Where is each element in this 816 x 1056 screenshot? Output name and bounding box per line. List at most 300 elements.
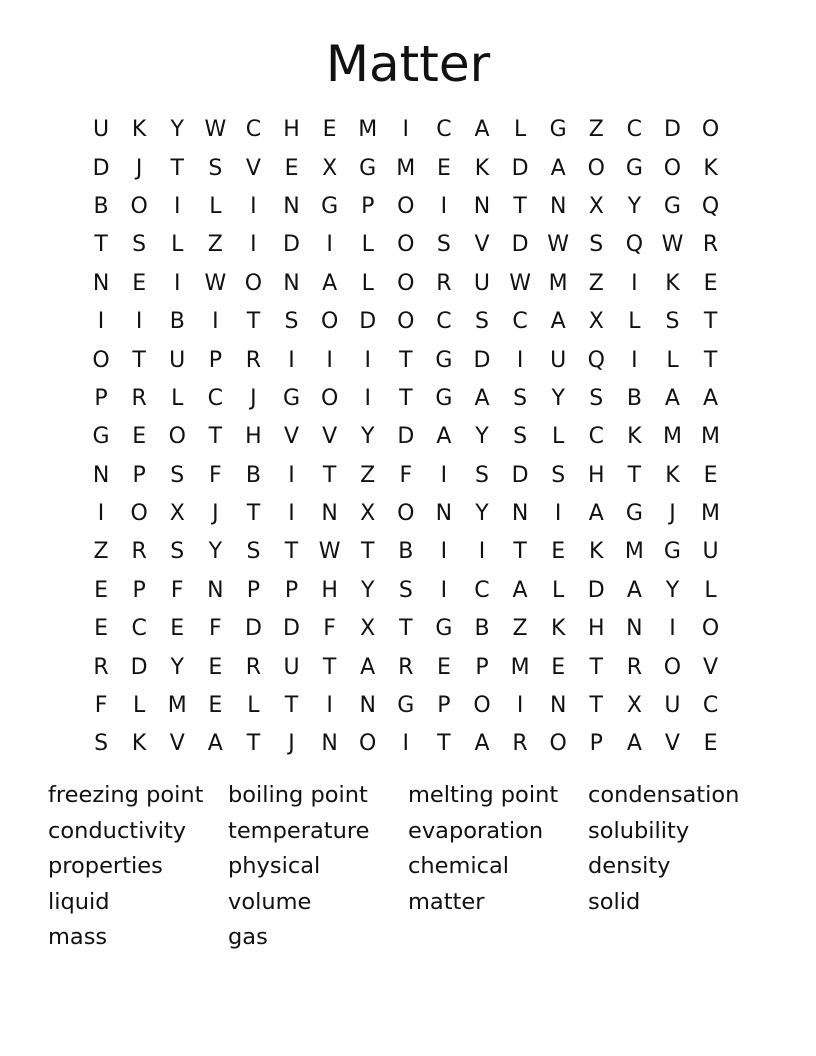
- grid-letter: I: [288, 347, 295, 373]
- grid-letter: B: [398, 539, 414, 565]
- grid-letter: K: [131, 117, 147, 143]
- grid-letter: L: [704, 577, 717, 603]
- grid-letter: Z: [360, 462, 376, 488]
- grid-letter: H: [321, 577, 338, 603]
- grid-letter: G: [397, 693, 415, 719]
- grid-letter: R: [93, 654, 109, 680]
- grid-letter: E: [322, 117, 337, 143]
- grid-letter: N: [321, 731, 338, 757]
- word-list-item: conductivity: [48, 817, 187, 844]
- grid-letter: G: [435, 347, 453, 373]
- grid-letter: U: [702, 539, 719, 565]
- grid-row: [82, 495, 730, 533]
- grid-row: [82, 418, 730, 456]
- grid-letter: Y: [360, 577, 375, 603]
- grid-letter: O: [397, 270, 415, 296]
- word-list-item: physical: [228, 853, 321, 880]
- grid-letter: R: [245, 347, 262, 373]
- grid-letter: O: [397, 193, 415, 219]
- grid-letter: X: [626, 693, 642, 719]
- grid-letter: X: [360, 616, 376, 642]
- grid-letter: T: [246, 501, 261, 527]
- grid-letter: M: [167, 693, 187, 719]
- grid-letter: E: [436, 654, 451, 680]
- grid-letter: I: [364, 347, 371, 373]
- grid-letter: Z: [512, 616, 528, 642]
- grid-letter: E: [284, 155, 299, 181]
- grid-letter: M: [701, 501, 721, 527]
- grid-letter: G: [549, 117, 567, 143]
- grid-letter: S: [475, 462, 489, 488]
- grid-letter: T: [94, 232, 108, 258]
- grid-letter: I: [173, 270, 181, 296]
- grid-letter: L: [133, 693, 146, 719]
- grid-letter: T: [399, 347, 413, 373]
- grid-letter: D: [283, 232, 300, 258]
- grid-letter: J: [250, 385, 257, 411]
- grid-letter: R: [131, 539, 147, 565]
- grid-letter: A: [360, 654, 376, 680]
- grid-letter: X: [322, 155, 338, 181]
- grid-letter: L: [209, 193, 222, 219]
- grid-letter: U: [550, 347, 567, 373]
- word-list-row: [48, 778, 788, 814]
- grid-letter: I: [288, 501, 295, 527]
- grid-letter: S: [246, 539, 261, 565]
- grid-letter: A: [322, 270, 338, 296]
- grid-letter: N: [92, 462, 110, 488]
- grid-letter: E: [208, 693, 223, 719]
- grid-row: [82, 648, 730, 686]
- grid-letter: S: [589, 232, 604, 258]
- grid-letter: P: [132, 577, 146, 603]
- grid-letter: O: [397, 309, 415, 335]
- grid-letter: F: [209, 616, 222, 642]
- grid-letter: V: [283, 424, 300, 450]
- grid-letter: K: [665, 462, 680, 488]
- grid-letter: D: [587, 577, 605, 603]
- grid-letter: E: [94, 616, 108, 642]
- grid-letter: D: [663, 117, 681, 143]
- grid-row: [82, 725, 730, 763]
- grid-letter: E: [703, 270, 718, 296]
- grid-letter: I: [364, 385, 371, 411]
- grid-letter: J: [135, 155, 143, 181]
- grid-letter: M: [662, 424, 682, 450]
- word-list-item: mass: [48, 924, 108, 951]
- grid-letter: T: [322, 654, 337, 680]
- grid-letter: H: [245, 424, 262, 450]
- page-title: Matter: [325, 35, 491, 93]
- grid-letter: A: [588, 501, 604, 527]
- grid-letter: T: [360, 539, 375, 565]
- grid-letter: T: [170, 155, 184, 181]
- grid-letter: P: [132, 462, 146, 488]
- word-list-item: solid: [588, 888, 641, 915]
- grid-letter: F: [209, 462, 222, 488]
- grid-letter: I: [440, 462, 448, 488]
- grid-letter: T: [627, 462, 642, 488]
- grid-letter: O: [168, 424, 186, 450]
- grid-letter: L: [666, 347, 679, 373]
- word-list: [48, 778, 788, 956]
- grid-letter: A: [550, 309, 566, 335]
- word-list-item: matter: [408, 888, 485, 915]
- word-list-item: condensation: [588, 782, 740, 809]
- grid-letter: T: [132, 347, 146, 373]
- grid-letter: C: [512, 309, 528, 335]
- grid-letter: M: [548, 270, 568, 296]
- grid-letter: N: [283, 270, 300, 296]
- grid-letter: I: [326, 232, 333, 258]
- grid-letter: A: [207, 731, 223, 757]
- grid-letter: I: [97, 309, 105, 335]
- grid-letter: Z: [207, 232, 223, 258]
- grid-letter: B: [169, 309, 185, 335]
- grid-letter: R: [626, 654, 642, 680]
- grid-letter: T: [284, 693, 299, 719]
- grid-letter: A: [550, 155, 566, 181]
- grid-letter: K: [131, 731, 147, 757]
- grid-letter: A: [474, 117, 490, 143]
- grid-letter: D: [511, 232, 529, 258]
- grid-letter: J: [212, 501, 219, 527]
- grid-letter: E: [551, 654, 566, 680]
- grid-letter: T: [513, 193, 527, 219]
- grid-letter: M: [358, 117, 378, 143]
- grid-letter: O: [359, 731, 377, 757]
- grid-letter: C: [131, 616, 147, 642]
- grid-letter: Y: [208, 539, 223, 565]
- grid-letter: C: [702, 693, 719, 719]
- grid-letter: N: [473, 193, 491, 219]
- grid-letter: S: [551, 462, 566, 488]
- grid-letter: J: [288, 731, 295, 757]
- grid-letter: V: [322, 424, 338, 450]
- grid-row: [82, 380, 730, 418]
- grid-letter: C: [474, 577, 490, 603]
- word-list-item: melting point: [408, 782, 559, 809]
- grid-letter: G: [282, 385, 301, 411]
- grid-letter: S: [513, 385, 528, 411]
- grid-letter: S: [94, 731, 109, 757]
- grid-letter: S: [284, 309, 299, 335]
- word-list-row: [48, 849, 788, 885]
- grid-letter: N: [283, 193, 300, 219]
- grid-letter: M: [510, 654, 530, 680]
- grid-letter: O: [587, 155, 605, 181]
- grid-letter: H: [283, 117, 300, 143]
- letter-grid: [82, 111, 730, 764]
- grid-letter: L: [171, 385, 184, 411]
- word-list-item: chemical: [408, 853, 510, 880]
- grid-letter: Z: [588, 270, 604, 296]
- grid-letter: D: [92, 155, 110, 181]
- grid-letter: S: [589, 385, 604, 411]
- grid-letter: U: [283, 654, 300, 680]
- grid-letter: P: [437, 693, 451, 719]
- grid-letter: K: [703, 155, 718, 181]
- grid-letter: O: [320, 385, 339, 411]
- grid-letter: Q: [587, 347, 605, 373]
- grid-letter: B: [245, 462, 261, 488]
- word-list-item: freezing point: [48, 782, 204, 809]
- grid-letter: D: [283, 616, 300, 642]
- grid-letter: N: [626, 616, 643, 642]
- grid-letter: S: [513, 424, 528, 450]
- word-list-item: solubility: [588, 817, 690, 844]
- grid-letter: D: [473, 347, 491, 373]
- grid-letter: K: [665, 270, 680, 296]
- grid-letter: O: [663, 654, 682, 680]
- word-list-item: liquid: [48, 888, 110, 915]
- grid-row: [82, 111, 730, 149]
- grid-letter: T: [703, 347, 718, 373]
- grid-letter: C: [626, 117, 643, 143]
- grid-letter: E: [208, 654, 223, 680]
- grid-letter: Z: [588, 117, 604, 143]
- grid-row: [82, 265, 730, 303]
- grid-row: [82, 226, 730, 264]
- word-list-item: properties: [48, 853, 163, 880]
- grid-letter: E: [132, 270, 147, 296]
- grid-letter: F: [94, 693, 108, 719]
- grid-letter: I: [135, 309, 143, 335]
- grid-letter: U: [664, 693, 681, 719]
- grid-letter: G: [321, 193, 339, 219]
- grid-letter: G: [435, 616, 453, 642]
- grid-letter: B: [626, 385, 642, 411]
- grid-letter: A: [703, 385, 719, 411]
- grid-letter: R: [131, 385, 147, 411]
- grid-letter: Y: [665, 577, 680, 603]
- grid-letter: Y: [551, 385, 565, 411]
- grid-letter: R: [436, 270, 452, 296]
- grid-letter: D: [511, 155, 529, 181]
- grid-letter: C: [588, 424, 604, 450]
- grid-letter: R: [245, 654, 262, 680]
- grid-letter: Y: [475, 501, 489, 527]
- grid-letter: V: [245, 155, 261, 181]
- grid-letter: X: [360, 501, 376, 527]
- grid-letter: W: [509, 270, 531, 296]
- grid-letter: T: [246, 309, 261, 335]
- grid-letter: E: [94, 577, 108, 603]
- grid-letter: L: [513, 117, 527, 143]
- grid-letter: E: [436, 155, 451, 181]
- grid-letter: A: [626, 577, 642, 603]
- grid-letter: Q: [625, 232, 644, 258]
- grid-letter: X: [169, 501, 185, 527]
- grid-row: [82, 341, 730, 379]
- grid-letter: C: [436, 309, 452, 335]
- grid-letter: M: [396, 155, 416, 181]
- grid-letter: S: [170, 539, 185, 565]
- grid-letter: I: [97, 501, 105, 527]
- grid-letter: S: [665, 309, 680, 335]
- grid-letter: Y: [360, 424, 375, 450]
- word-list-row: [48, 814, 788, 850]
- word-list-item: gas: [228, 924, 268, 951]
- grid-letter: X: [588, 193, 604, 219]
- grid-letter: O: [130, 501, 148, 527]
- grid-letter: O: [244, 270, 263, 296]
- grid-letter: I: [669, 616, 676, 642]
- grid-letter: I: [440, 193, 448, 219]
- grid-letter: D: [244, 616, 262, 642]
- grid-letter: J: [669, 501, 676, 527]
- grid-letter: L: [552, 424, 565, 450]
- grid-row: [82, 303, 730, 341]
- grid-letter: E: [170, 616, 185, 642]
- grid-letter: C: [436, 117, 452, 143]
- grid-letter: U: [92, 117, 110, 143]
- grid-letter: M: [624, 539, 644, 565]
- grid-letter: A: [474, 731, 490, 757]
- grid-letter: I: [288, 462, 295, 488]
- grid-letter: G: [435, 385, 453, 411]
- grid-row: [82, 188, 730, 226]
- grid-letter: W: [547, 232, 570, 258]
- grid-letter: T: [399, 385, 413, 411]
- grid-letter: G: [625, 501, 643, 527]
- grid-letter: G: [625, 155, 643, 181]
- grid-letter: I: [250, 232, 257, 258]
- grid-letter: T: [589, 654, 603, 680]
- grid-letter: I: [212, 309, 219, 335]
- grid-letter: A: [436, 424, 452, 450]
- grid-letter: D: [397, 424, 415, 450]
- grid-letter: O: [473, 693, 491, 719]
- grid-letter: P: [208, 347, 222, 373]
- grid-letter: A: [512, 577, 528, 603]
- grid-letter: L: [361, 270, 374, 296]
- grid-letter: F: [170, 577, 184, 603]
- grid-letter: T: [437, 731, 451, 757]
- grid-letter: N: [321, 501, 338, 527]
- grid-letter: I: [440, 577, 448, 603]
- grid-letter: L: [628, 309, 641, 335]
- grid-letter: S: [436, 232, 451, 258]
- grid-letter: W: [204, 117, 227, 143]
- grid-letter: I: [326, 693, 333, 719]
- grid-letter: N: [549, 693, 567, 719]
- grid-letter: N: [92, 270, 110, 296]
- grid-letter: N: [549, 193, 567, 219]
- grid-letter: Y: [627, 193, 642, 219]
- grid-letter: N: [207, 577, 224, 603]
- grid-letter: D: [359, 309, 377, 335]
- grid-letter: U: [473, 270, 491, 296]
- grid-letter: I: [631, 347, 638, 373]
- word-list-item: density: [588, 853, 671, 880]
- grid-letter: O: [549, 731, 567, 757]
- grid-letter: S: [475, 309, 489, 335]
- grid-letter: T: [589, 693, 603, 719]
- grid-letter: A: [474, 385, 490, 411]
- grid-letter: H: [587, 462, 605, 488]
- grid-letter: O: [701, 117, 720, 143]
- grid-letter: P: [475, 654, 489, 680]
- word-list-item: boiling point: [228, 782, 368, 809]
- grid-letter: I: [326, 347, 333, 373]
- grid-letter: T: [513, 539, 527, 565]
- grid-row: [82, 457, 730, 495]
- grid-letter: T: [703, 309, 718, 335]
- grid-letter: O: [92, 347, 110, 373]
- grid-letter: W: [204, 270, 227, 296]
- grid-letter: I: [402, 117, 410, 143]
- grid-letter: Y: [170, 117, 184, 143]
- grid-letter: Y: [170, 654, 184, 680]
- grid-letter: N: [435, 501, 453, 527]
- grid-row: [82, 149, 730, 187]
- grid-letter: I: [250, 193, 257, 219]
- grid-letter: G: [663, 193, 681, 219]
- grid-letter: R: [398, 654, 414, 680]
- grid-letter: B: [474, 616, 490, 642]
- grid-letter: G: [663, 539, 681, 565]
- grid-row: [82, 533, 730, 571]
- grid-letter: I: [516, 347, 524, 373]
- grid-letter: G: [359, 155, 377, 181]
- grid-letter: V: [474, 232, 490, 258]
- grid-letter: G: [92, 424, 110, 450]
- grid-letter: M: [701, 424, 721, 450]
- grid-letter: O: [701, 616, 720, 642]
- grid-letter: S: [208, 155, 223, 181]
- grid-letter: R: [702, 232, 719, 258]
- grid-letter: C: [245, 117, 262, 143]
- grid-letter: W: [318, 539, 341, 565]
- word-list-item: volume: [228, 888, 312, 915]
- grid-letter: O: [397, 232, 415, 258]
- grid-letter: O: [663, 155, 682, 181]
- grid-letter: P: [589, 731, 603, 757]
- grid-letter: R: [512, 731, 528, 757]
- grid-letter: S: [170, 462, 185, 488]
- grid-letter: T: [246, 731, 261, 757]
- grid-letter: O: [320, 309, 339, 335]
- grid-letter: F: [399, 462, 413, 488]
- grid-letter: T: [284, 539, 299, 565]
- word-list-item: temperature: [228, 817, 370, 844]
- grid-letter: L: [361, 232, 374, 258]
- grid-letter: L: [552, 577, 565, 603]
- grid-letter: V: [703, 654, 719, 680]
- grid-row: [82, 687, 730, 725]
- grid-letter: V: [664, 731, 680, 757]
- grid-letter: E: [703, 462, 718, 488]
- grid-letter: S: [398, 577, 413, 603]
- grid-letter: C: [207, 385, 224, 411]
- grid-letter: P: [94, 385, 108, 411]
- grid-letter: I: [478, 539, 486, 565]
- grid-letter: D: [511, 462, 529, 488]
- grid-letter: Y: [475, 424, 489, 450]
- grid-letter: B: [93, 193, 109, 219]
- grid-letter: O: [130, 193, 148, 219]
- grid-letter: H: [587, 616, 605, 642]
- grid-letter: I: [402, 731, 410, 757]
- grid-letter: K: [550, 616, 566, 642]
- grid-letter: F: [323, 616, 336, 642]
- grid-letter: I: [631, 270, 638, 296]
- word-list-row: [48, 920, 788, 956]
- grid-letter: X: [588, 309, 604, 335]
- grid-letter: I: [173, 193, 181, 219]
- grid-letter: A: [626, 731, 642, 757]
